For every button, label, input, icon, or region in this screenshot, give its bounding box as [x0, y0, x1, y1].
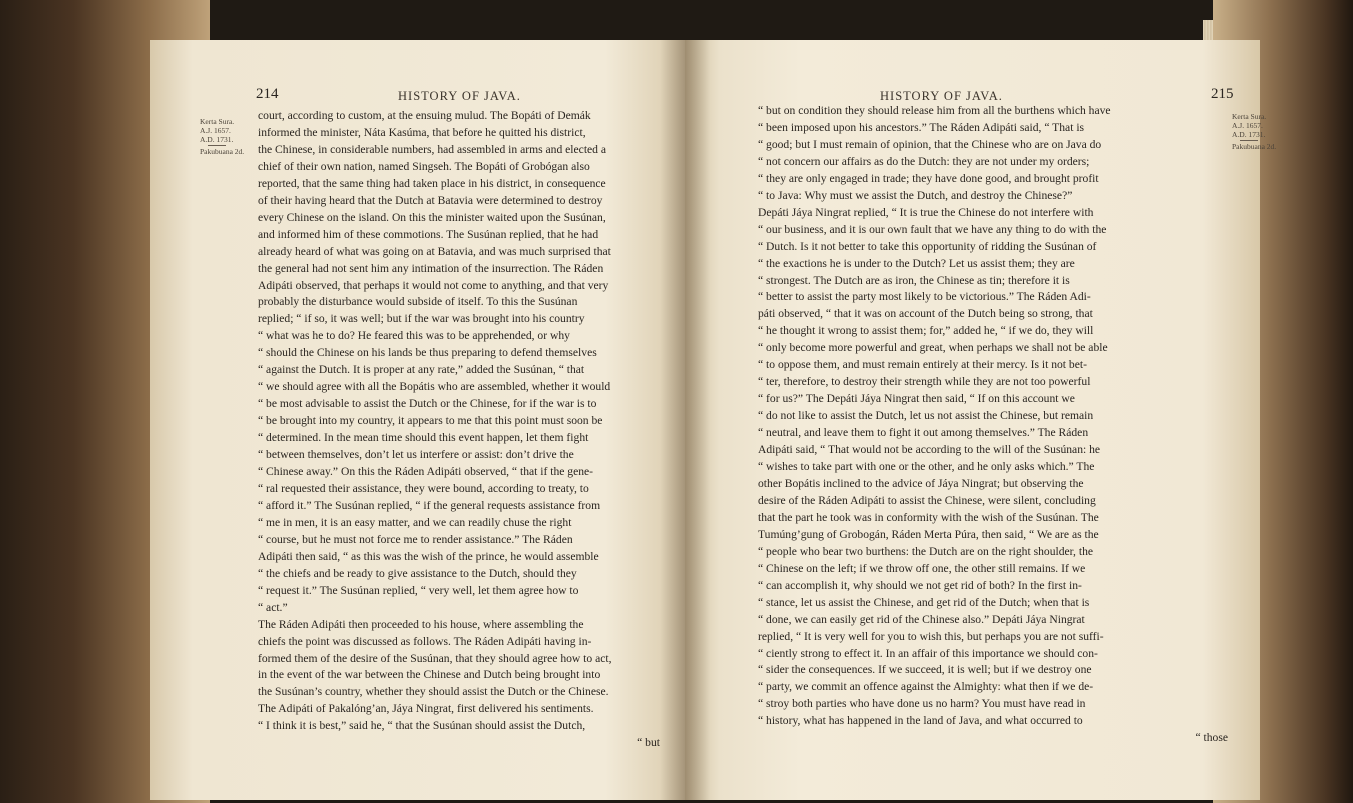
text-line: “ determined. In the mean time should this event happen, let them fight	[258, 431, 589, 445]
text-line: the Chinese, in considerable numbers, had assembled in arms and elected a	[258, 142, 607, 156]
text-line: “ ciently strong to effect it. In an affair of this importance we should con-	[758, 646, 1098, 660]
text-line: “ against the Dutch. It is proper at any rate,” added the Susúnan, “ that	[258, 363, 585, 377]
right-margin-note	[1232, 112, 1282, 151]
text-line: “ request it.” The Susúnan replied, “ very well, let them agree how to	[258, 583, 579, 597]
text-line: “ stance, let us assist the Chinese, and get rid of the Dutch; when that is	[758, 595, 1090, 609]
text-line: “ ral requested their assistance, they were bound, according to treaty, to	[258, 481, 589, 495]
text-line: formed them of the desire of the Susúnan, that they should agree how to act,	[258, 651, 612, 665]
text-line: chiefs the point was discussed as follows. The Ráden Adipáti having in-	[258, 634, 592, 648]
text-line: already heard of what was going on at Batavia, and was much surprised that	[258, 244, 611, 258]
text-line: “ to Java: Why must we assist the Dutch, and destroy the Chinese?”	[758, 188, 1073, 202]
text-line: informed the minister, Náta Kasúma, that before he quitted his district,	[258, 125, 586, 139]
text-line: “ history, what has happened in the land of Java, and what occurred to	[758, 714, 1083, 728]
text-line: The Adipáti of Pakalóng’an, Jáya Ningrat, first delivered his sentiments.	[258, 702, 594, 716]
text-line: reported, that the same thing had taken place in his district, in consequence	[258, 176, 606, 190]
text-line: and informed him of these commotions. The Susúnan replied, that he had	[258, 227, 599, 241]
text-line: that the part he took was in conformity with the wish of the Susúnan. The	[758, 510, 1099, 524]
text-line: “ but	[637, 736, 660, 750]
text-line: Tumúng’gung of Grobogán, Ráden Merta Púra, then said, “ We are as the	[758, 527, 1099, 541]
text-line: “ our business, and it is our own fault that we have any thing to do with the	[758, 222, 1107, 236]
margin-note-line: A.D. 1731.	[1232, 130, 1266, 139]
text-line: of their having heard that the Dutch at Batavia were determined to destroy	[258, 193, 603, 207]
text-line: court, according to custom, at the ensuing mulud. The Bopáti of Demák	[258, 109, 591, 122]
left-running-head: HISTORY OF JAVA.	[398, 89, 521, 103]
text-line: “ between themselves, don’t let us interfere or assist: don’t drive the	[258, 448, 574, 462]
text-line: “ not concern our affairs as do the Dutch: they are not under my orders;	[758, 154, 1090, 168]
text-line: páti observed, “ that it was on account of the Dutch being so strong, that	[758, 307, 1093, 321]
text-line: “ better to assist the party most likely to be victorious.” The Ráden Adi-	[758, 290, 1091, 304]
left-page-number: 214	[256, 86, 279, 102]
margin-note-rule	[1240, 140, 1258, 141]
text-line: “ Chinese away.” On this the Ráden Adipáti observed, “ that if the gene-	[258, 465, 594, 479]
text-line: desire of the Ráden Adipáti to assist the Chinese, were silent, concluding	[758, 493, 1096, 507]
text-line: “ afford it.” The Susúnan replied, “ if the general requests assistance from	[258, 498, 601, 512]
margin-note-line: A.J. 1657.	[200, 126, 231, 135]
left-margin-note	[200, 117, 252, 156]
text-line: in the event of the war between the Chinese and Dutch being brought into	[258, 668, 601, 682]
margin-note-line: Kerta Sura.	[200, 117, 235, 126]
text-line: other Bopátis inclined to the advice of Jáya Ningrat; but observing the	[758, 476, 1084, 490]
text-line: “ stroy both parties who have done us no harm? You must have read in	[758, 697, 1086, 711]
text-line: “ the exactions he is under to the Dutch? Let us assist them; they are	[758, 256, 1075, 270]
text-line: replied; “ if so, it was well; but if the war was brought into his country	[258, 312, 585, 326]
text-line: “ I think it is best,” said he, “ that the Susúnan should assist the Dutch,	[258, 719, 586, 733]
text-line: “ the chiefs and be ready to give assistance to the Dutch, should they	[258, 566, 577, 580]
text-line: probably the disturbance would subside of itself. To this the Susúnan	[258, 295, 578, 309]
text-line: “ for us?” The Depáti Jáya Ningrat then said, “ If on this account we	[758, 392, 1075, 406]
text-line: “ he thought it wrong to assist them; for,” added he, “ if we do, they will	[758, 324, 1094, 338]
book-gutter	[660, 40, 710, 800]
text-line: “ act.”	[258, 600, 288, 614]
margin-note-rule	[208, 145, 226, 146]
text-line: “ me in men, it is an easy matter, and we can readily chuse the right	[258, 515, 572, 529]
text-line: “ good; but I must remain of opinion, that the Chinese who are on Java do	[758, 137, 1102, 151]
text-line: Adipáti said, “ That would not be according to the will of the Susúnan: he	[758, 443, 1101, 457]
text-line: “ been imposed upon his ancestors.” The Ráden Adipáti said, “ That is	[758, 120, 1085, 134]
text-line: “ those	[1195, 731, 1228, 745]
margin-note-line: Kerta Sura.	[1232, 112, 1267, 121]
text-line: “ they are only engaged in trade; they have done good, and brought profit	[758, 171, 1099, 185]
text-line: Adipáti observed, that perhaps it would not come to anything, and that very	[258, 278, 609, 292]
text-line: “ party, we commit an offence against the Almighty: what then if we de-	[758, 680, 1094, 694]
text-line: every Chinese on the island. On this the minister waited upon the Susúnan,	[258, 210, 606, 224]
text-line: “ but on condition they should release him from all the burthens which have	[758, 104, 1111, 117]
text-line: Adipáti then said, “ as this was the wish of the prince, he would assemble	[258, 549, 599, 563]
text-line: “ people who bear two burthens: the Dutch are on the right shoulder, the	[758, 544, 1094, 558]
text-line: “ ter, therefore, to destroy their strength while they are not too powerful	[758, 375, 1091, 389]
right-page-number: 215	[1211, 86, 1234, 102]
right-body-text	[758, 103, 1228, 747]
text-line: the general had not sent him any intimation of the insurrection. The Ráden	[258, 261, 604, 275]
text-line: “ be most advisable to assist the Dutch or the Chinese, for if the war is to	[258, 397, 597, 411]
text-line: “ only become more powerful and great, when perhaps we shall not be able	[758, 341, 1108, 355]
text-line: “ Chinese on the left; if we throw off one, the other still remains. If we	[758, 561, 1086, 575]
text-line: “ sider the consequences. If we succeed, it is well; but if we destroy one	[758, 663, 1092, 677]
text-line: Depáti Jáya Ningrat replied, “ It is true the Chinese do not interfere with	[758, 205, 1094, 219]
text-line: “ strongest. The Dutch are as iron, the Chinese as tin; therefore it is	[758, 273, 1070, 287]
margin-note-line: Pakubuana 2d.	[1232, 142, 1277, 151]
right-running-head: HISTORY OF JAVA.	[880, 89, 1003, 103]
text-line: The Ráden Adipáti then proceeded to his house, where assembling the	[258, 617, 584, 631]
text-line: “ should the Chinese on his lands be thus preparing to defend themselves	[258, 346, 597, 360]
margin-note-line: Pakubuana 2d.	[200, 147, 245, 156]
text-line: “ neutral, and leave them to fight it out among themselves.” The Ráden	[758, 426, 1089, 440]
margin-note-line: A.J. 1657.	[1232, 121, 1263, 130]
text-line: “ wishes to take part with one or the other, and he only asks which.” The	[758, 460, 1095, 474]
text-line: “ Dutch. Is it not better to take this opportunity of ridding the Susúnan of	[758, 239, 1097, 253]
text-line: “ to oppose them, and must remain entirely at their mercy. Is it not bet-	[758, 358, 1087, 372]
text-line: “ can accomplish it, why should we not get rid of both? In the first in-	[758, 578, 1082, 592]
text-line: the Susúnan’s country, whether they should assist the Dutch or the Chinese.	[258, 685, 609, 699]
text-line: “ done, we can easily get rid of the Chinese also.” Depáti Jáya Ningrat	[758, 612, 1085, 626]
text-line: “ course, but he must not force me to render assistance.” The Ráden	[258, 532, 573, 546]
left-body-text	[258, 108, 660, 752]
text-line: “ do not like to assist the Dutch, let us not assist the Chinese, but remain	[758, 409, 1094, 423]
margin-note-line: A.D. 1731.	[200, 135, 234, 144]
text-line: “ what was he to do? He feared this was to be apprehended, or why	[258, 329, 570, 343]
text-line: “ we should agree with all the Bopátis who are assembled, whether it would	[258, 380, 611, 394]
text-line: chief of their own nation, named Singseh. The Bopáti of Grobógan also	[258, 159, 590, 173]
text-line: replied, “ It is very well for you to wish this, but perhaps you are not suffi-	[758, 629, 1104, 643]
text-line: “ be brought into my country, it appears to me that this point must soon be	[258, 414, 603, 428]
